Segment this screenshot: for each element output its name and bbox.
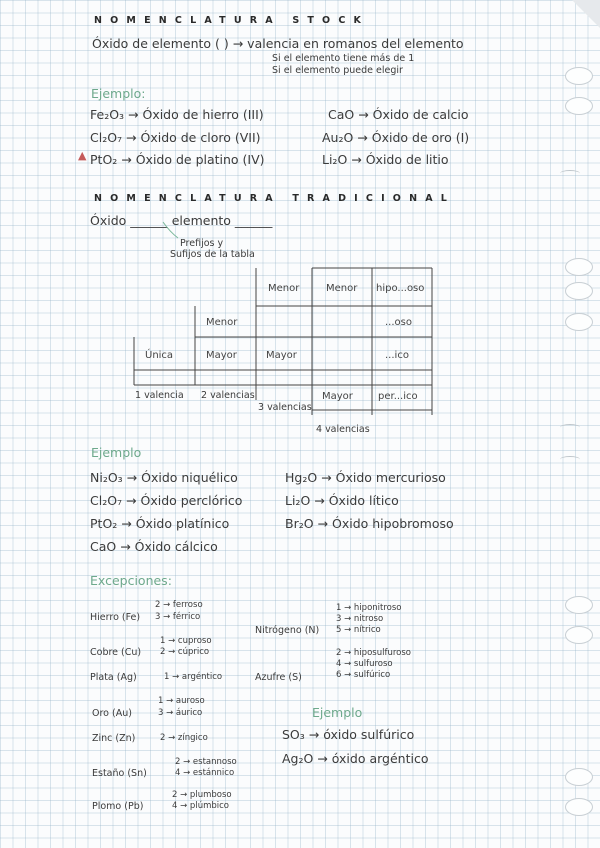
table-cell: per...ico xyxy=(378,391,418,402)
stock-example-heading: Ejemplo: xyxy=(91,86,146,101)
table-cell: Mayor xyxy=(206,350,237,361)
table-cell: Mayor xyxy=(322,391,353,402)
exception-suffix: 3 → áurico xyxy=(158,708,203,718)
exception-element: Plomo (Pb) xyxy=(92,801,144,812)
binder-hole xyxy=(565,768,593,786)
valencias-label: 3 valencias xyxy=(258,402,312,413)
binder-hole xyxy=(565,313,593,331)
binder-cut xyxy=(560,456,580,463)
stock-example: Cl₂O₇ → Óxido de cloro (VII) xyxy=(90,130,261,145)
valencias-label: 4 valencias xyxy=(316,424,370,435)
exception-suffix: 2 → zíngico xyxy=(160,733,208,743)
exception-suffix: 1 → auroso xyxy=(158,696,205,706)
stock-example: PtO₂ → Óxido de platino (IV) xyxy=(90,152,265,167)
binder-hole xyxy=(565,798,593,816)
exception-element: Nitrógeno (N) xyxy=(255,625,320,636)
stock-rule: Óxido de elemento ( ) → valencia en romanos del elemento xyxy=(92,36,464,51)
exception-element: Plata (Ag) xyxy=(90,672,137,683)
stock-example: Au₂O → Óxido de oro (I) xyxy=(322,130,470,145)
prefix-note-1: Prefijos y xyxy=(180,238,224,249)
tradicional-example: PtO₂ → Óxido platínico xyxy=(90,516,230,531)
tradicional-rule: Óxido ______ elemento ______ xyxy=(90,213,273,228)
exception-element: Estaño (Sn) xyxy=(92,768,147,779)
binder-cut xyxy=(560,170,580,177)
page-corner xyxy=(572,0,600,28)
table-cell: Menor xyxy=(326,283,358,294)
exception-suffix: 2 → estannoso xyxy=(175,757,237,767)
table-cell: Menor xyxy=(206,317,238,328)
tradicional-example: Br₂O → Óxido hipobromoso xyxy=(285,516,454,531)
excepciones-heading: Excepciones: xyxy=(90,573,172,588)
exception-suffix: 4 → sulfuroso xyxy=(336,659,393,669)
tradicional-example: CaO → Óxido cálcico xyxy=(90,539,218,554)
table-cell: ...oso xyxy=(385,317,412,328)
tradicional-example: Ni₂O₃ → Óxido niquélico xyxy=(90,470,238,485)
binder-hole xyxy=(565,596,593,614)
tradicional-example: Li₂O → Óxido lítico xyxy=(285,493,399,508)
binder-hole xyxy=(565,258,593,276)
tradicional-example: Cl₂O₇ → Óxido perclórico xyxy=(90,493,243,508)
table-cell: ...ico xyxy=(385,350,409,361)
exception-element: Cobre (Cu) xyxy=(90,647,142,658)
binder-hole xyxy=(565,97,593,115)
exception-suffix: 3 → nitroso xyxy=(336,614,384,624)
tradicional-title: NOMENCLATURA TRADICIONAL xyxy=(94,193,456,204)
excepciones-example: SO₃ → óxido sulfúrico xyxy=(282,727,415,742)
stock-note-1: Si el elemento tiene más de 1 xyxy=(272,53,415,64)
exception-suffix: 4 → estánnico xyxy=(175,768,235,778)
valencias-label: 1 valencia xyxy=(135,390,184,401)
exception-suffix: 1 → cuproso xyxy=(160,636,212,646)
stock-example: Li₂O → Óxido de litio xyxy=(322,152,449,167)
exception-suffix: 1 → argéntico xyxy=(164,672,223,682)
stock-example: CaO → Óxido de calcio xyxy=(328,107,469,122)
exception-suffix: 2 → plumboso xyxy=(172,790,232,800)
exception-suffix: 2 → cúprico xyxy=(160,647,210,657)
exception-element: Azufre (S) xyxy=(255,672,302,683)
stock-note-2: Si el elemento puede elegir xyxy=(272,65,403,76)
stock-title: NOMENCLATURA STOCK xyxy=(94,15,370,26)
tradicional-example-heading: Ejemplo xyxy=(91,445,142,460)
table-cell: hipo...oso xyxy=(376,283,425,294)
stock-example: Fe₂O₃ → Óxido de hierro (III) xyxy=(90,107,264,122)
binder-hole xyxy=(565,626,593,644)
exception-suffix: 2 → ferroso xyxy=(155,600,203,610)
valencias-label: 2 valencias xyxy=(201,390,255,401)
tradicional-example: Hg₂O → Óxido mercurioso xyxy=(285,470,446,485)
table-cell: Mayor xyxy=(266,350,297,361)
exception-element: Zinc (Zn) xyxy=(92,733,136,744)
exception-suffix: 6 → sulfúrico xyxy=(336,670,391,680)
exception-suffix: 3 → férrico xyxy=(155,612,201,622)
table-cell: Menor xyxy=(268,283,300,294)
warning-mark: ▲ xyxy=(78,149,87,162)
exception-suffix: 5 → nítrico xyxy=(336,625,381,635)
exception-element: Oro (Au) xyxy=(92,708,132,719)
binder-cut xyxy=(560,424,580,431)
excepciones-example: Ag₂O → óxido argéntico xyxy=(282,751,429,766)
exception-suffix: 2 → hiposulfuroso xyxy=(336,648,411,658)
exception-element: Hierro (Fe) xyxy=(90,612,141,623)
excepciones-example-heading: Ejemplo xyxy=(312,705,363,720)
prefix-note-2: Sufijos de la tabla xyxy=(170,249,255,260)
binder-hole xyxy=(565,282,593,300)
exception-suffix: 4 → plúmbico xyxy=(172,801,229,811)
exception-suffix: 1 → hiponitroso xyxy=(336,603,402,613)
binder-hole xyxy=(565,67,593,85)
table-cell: Única xyxy=(145,350,174,361)
